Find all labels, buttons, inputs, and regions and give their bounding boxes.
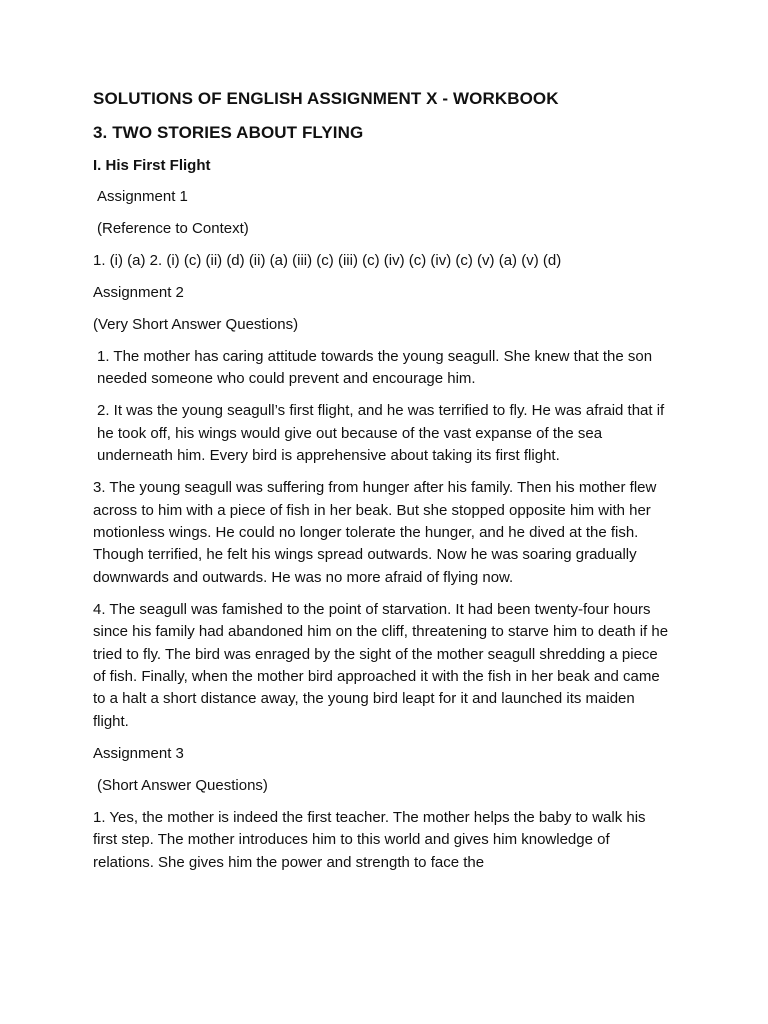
assignment1-type: (Reference to Context) (97, 220, 249, 237)
document-title: SOLUTIONS OF ENGLISH ASSIGNMENT X - WORKBOOK (93, 89, 559, 108)
assignment3-heading: Assignment 3 (93, 744, 184, 762)
document-page (93, 88, 673, 884)
assignment2-answer-1: 1. The mother has caring attitude towards the young seagull. She knew that the son needed someone who could prevent and encourage him. (97, 348, 653, 388)
assignment1-heading: Assignment 1 (97, 188, 188, 205)
assignment1-answers: 1. (i) (a) 2. (i) (c) (ii) (d) (ii) (a) (iii) (c) (iii) (c) (iv) (c) (iv) (c) (v) (a) (v) (d) (93, 252, 562, 269)
assignment2-answer-2: 2. It was the young seagull’s first flight, and he was terrified to fly. He was afraid that if he took off, his wings would give out because of the vast expanse of the sea underneath him. Every bird is apprehensive about taking its first flight. (97, 402, 665, 465)
assignment2-type: (Very Short Answer Questions) (93, 316, 299, 333)
section-title: I. His First Flight (93, 157, 211, 174)
chapter-title: 3. TWO STORIES ABOUT FLYING (93, 123, 364, 142)
assignment2-heading: Assignment 2 (93, 284, 184, 301)
assignment2-answer-3: 3. The young seagull was suffering from hunger after his family. Then his mother flew across to him with a piece of fish in her beak. But she stopped opposite him with her motionless wings. He could no longer tolerate the hunger, and he dived at the fish. Though terrified, he felt his wings spread outwards. Now he was soaring gradually downwards and outwards. He was no more afraid of flying now. (93, 479, 657, 586)
assignment3-answer-1: 1. Yes, the mother is indeed the first teacher. The mother helps the baby to walk his first step. The mother introduces him to this world and gives him knowledge of relations. She gives him the power and strength to face the (93, 808, 646, 871)
assignment3-type: (Short Answer Questions) (97, 776, 268, 794)
assignment2-answer-4: 4. The seagull was famished to the point of starvation. It had been twenty-four hours since his family had abandoned him on the cliff, threatening to starve him to death if he tried to fly. The bird was enraged by the sight of the mother seagull shredding a piece of fish. Finally, when the mother bird approached it with the fish in her beak and came to a halt a short distance away, the young bird leapt for it and launched its maiden flight. (93, 600, 669, 730)
